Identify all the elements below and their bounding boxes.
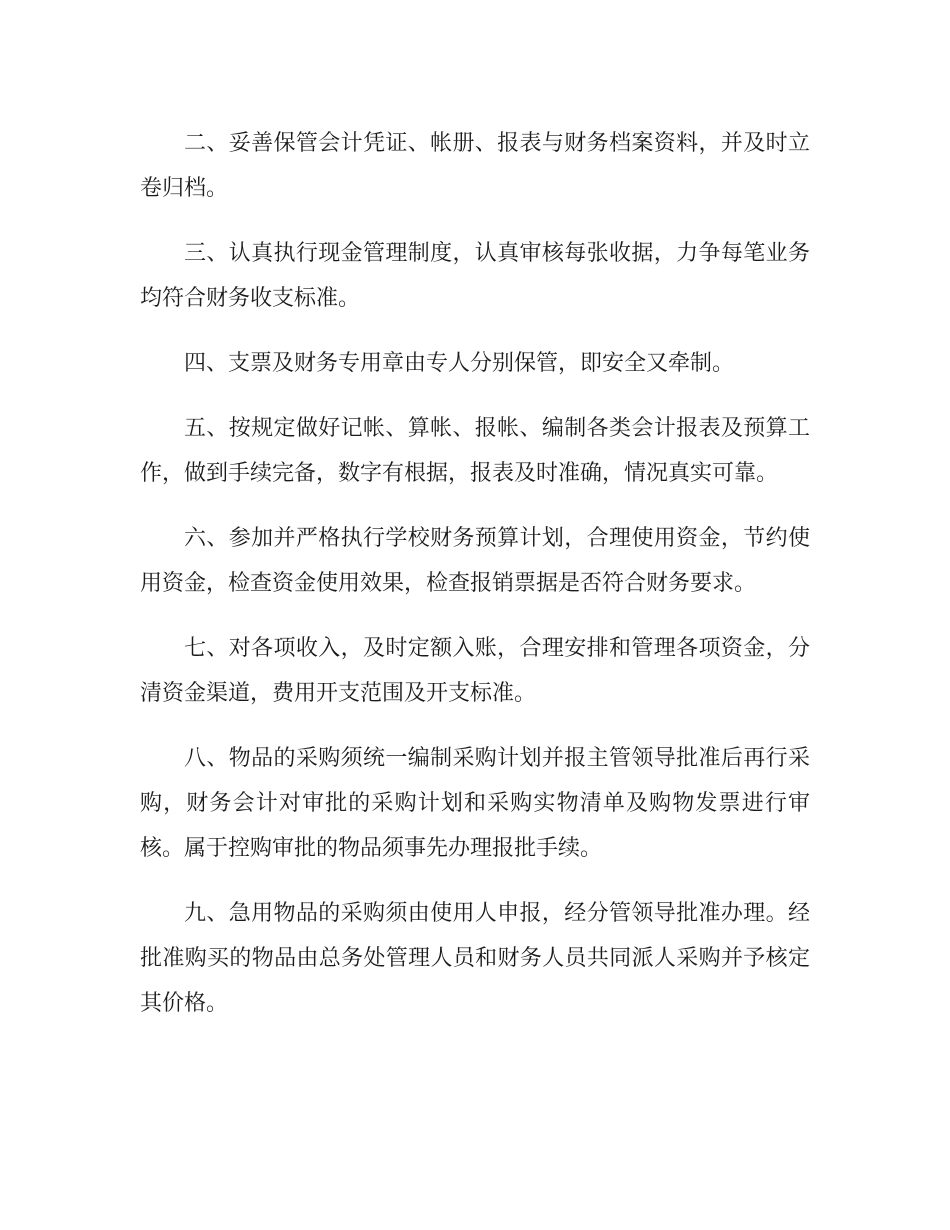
paragraph-8: 八、物品的采购须统一编制采购计划并报主管领导批准后再行采购，财务会计对审批的采购计划和采购实物清单及购物发票进行审核。属于控购审批的物品须事先办理报批手续。 bbox=[140, 746, 810, 861]
paragraph-4: 四、支票及财务专用章由专人分别保管，即安全又牵制。 bbox=[184, 351, 735, 376]
paragraph-3: 三、认真执行现金管理制度，认真审核每张收据，力争每笔业务均符合财务收支标准。 bbox=[140, 241, 810, 311]
document-body bbox=[140, 121, 810, 1046]
paragraph-6: 六、参加并严格执行学校财务预算计划，合理使用资金，节约使用资金，检查资金使用效果，检查报销票据是否符合财务要求。 bbox=[140, 526, 810, 596]
paragraph-9: 九、急用物品的采购须由使用人申报，经分管领导批准办理。经批准购买的物品由总务处管理人员和财务人员共同派人采购并予核定其价格。 bbox=[140, 901, 810, 1016]
paragraph-7: 七、对各项收入，及时定额入账，合理安排和管理各项资金，分清资金渠道，费用开支范围及开支标准。 bbox=[140, 636, 810, 706]
paragraph-5: 五、按规定做好记帐、算帐、报帐、编制各类会计报表及预算工作，做到手续完备，数字有根据，报表及时准确，情况真实可靠。 bbox=[140, 416, 810, 486]
paragraph-2: 二、妥善保管会计凭证、帐册、报表与财务档案资料，并及时立卷归档。 bbox=[140, 131, 810, 201]
